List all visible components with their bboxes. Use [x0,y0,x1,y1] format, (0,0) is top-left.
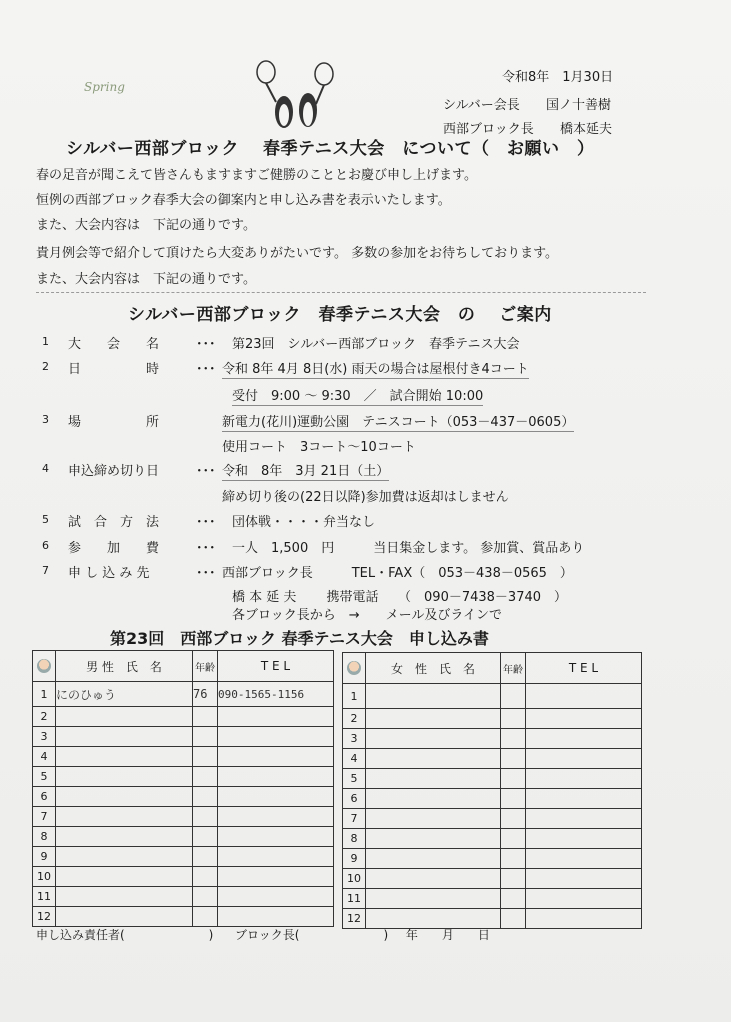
male-tel-cell[interactable] [218,747,334,767]
male-name-header: 男 性 氏 名 [56,651,193,682]
item-label: 場 所 [68,415,160,430]
row-number: 10 [33,867,56,887]
sender2-title: 西部ブロック長 [443,122,534,137]
row-number: 11 [33,887,56,907]
row-number: 9 [343,849,366,869]
male-name-cell[interactable] [56,827,193,847]
male-name-cell[interactable] [56,867,193,887]
row-number: 8 [33,827,56,847]
item-row [0,411,731,433]
item-label: 申込締め切り日 [68,464,160,479]
male-name-cell[interactable] [56,907,193,927]
item-label: 試 合 方 法 [68,515,160,530]
female-age-cell[interactable] [501,889,526,909]
female-tel-cell[interactable] [526,749,642,769]
male-tel-cell[interactable] [218,887,334,907]
paragraph-1: 春の足音が聞こえて皆さんもますますご健勝のこととお慶び申し上げます。 [36,168,477,183]
female-tel-cell[interactable] [526,709,642,729]
sender2-name: 橋本延夫 [560,122,613,137]
item-number: 6 [42,539,49,552]
male-age-cell[interactable] [193,727,218,747]
male-tel-cell[interactable] [218,907,334,927]
item-row [0,511,731,533]
male-name-cell[interactable] [56,767,193,787]
paragraph-4: 貴月例会等で紹介して頂けたら大変ありがたいです。 多数の参加をお待ちしております。 [36,246,559,261]
male-tel-header: T E L [218,651,334,682]
female-name-cell[interactable] [366,809,501,829]
date-field[interactable]: 年 月 日 [405,928,490,942]
paragraph-2: 恒例の西部ブロック春季大会の御案内と申し込み書を表示いたします。 [36,193,451,208]
row-number: 12 [33,907,56,927]
female-age-cell[interactable] [501,849,526,869]
item-dots: ･･･ [196,515,216,530]
male-name-cell[interactable]: にのひゅう [56,682,193,707]
male-tel-cell[interactable] [218,727,334,747]
row-number: 3 [33,727,56,747]
male-age-cell[interactable] [193,907,218,927]
item-number: 2 [42,360,49,373]
male-tel-cell[interactable]: 090-1565-1156 [218,682,334,707]
female-age-cell[interactable] [501,809,526,829]
male-age-cell[interactable]: 76 [193,682,218,707]
male-age-cell[interactable] [193,867,218,887]
item-row [0,358,731,380]
female-tel-cell[interactable] [526,684,642,709]
item-row [0,333,731,355]
row-number: 10 [343,869,366,889]
female-tel-cell[interactable] [526,909,642,929]
sender1-title: シルバー会長 [443,98,520,113]
female-name-cell[interactable] [366,749,501,769]
male-age-cell[interactable] [193,707,218,727]
male-age-cell[interactable] [193,787,218,807]
guide-title: シルバー西部ブロック 春季テニス大会 の ご案内 [128,305,552,325]
item-value: 団体戦・・・・弁当なし [232,515,376,530]
female-name-cell[interactable] [366,829,501,849]
female-name-cell[interactable] [366,869,501,889]
female-tel-cell[interactable] [526,849,642,869]
row-number: 1 [33,682,56,707]
responsible-field[interactable]: 申し込み責任者( ) [36,928,214,942]
footer-line [36,926,490,943]
application-form-title: 第23回 西部ブロック 春季テニス大会 申し込み書 [110,629,489,648]
item-label: 参 加 費 [68,541,160,556]
female-age-cell[interactable] [501,789,526,809]
item-dots: ･･･ [196,337,216,352]
male-tel-cell[interactable] [218,707,334,727]
item-number: 5 [42,513,49,526]
female-age-header: 年齢 [501,653,526,684]
male-age-cell[interactable] [193,847,218,867]
female-age-cell[interactable] [501,729,526,749]
row-number: 4 [343,749,366,769]
male-age-header: 年齢 [193,651,218,682]
male-tel-cell[interactable] [218,847,334,867]
item-row [0,385,731,407]
row-number: 7 [343,809,366,829]
male-age-cell[interactable] [193,747,218,767]
female-name-cell[interactable] [366,849,501,869]
person-icon [37,659,51,673]
female-age-cell[interactable] [501,749,526,769]
female-age-cell[interactable] [501,684,526,709]
paragraph-3: また、大会内容は 下記の通りです。 [36,218,256,233]
item-row [0,537,731,559]
row-number: 12 [343,909,366,929]
item-value: 新電力(花川)運動公園 テニスコート（053－437－0605） [222,411,574,432]
female-name-cell[interactable] [366,769,501,789]
item-row [0,486,731,508]
female-name-header: 女 性 氏 名 [366,653,501,684]
item-number: 3 [42,413,49,426]
item-value: 締め切り後の(22日以降)参加費は返却はしません [222,490,509,505]
female-age-cell[interactable] [501,909,526,929]
spring-logo: Spring [84,80,125,94]
item-value: 第23回 シルバー西部ブロック 春季テニス大会 [232,337,520,352]
row-number: 3 [343,729,366,749]
row-number: 2 [33,707,56,727]
male-tel-cell[interactable] [218,767,334,787]
male-name-cell[interactable] [56,787,193,807]
item-number: 4 [42,462,49,475]
item-value: 使用コート 3コート～10コート [222,440,416,455]
item-row [0,604,731,626]
item-row [0,460,731,482]
female-tel-cell[interactable] [526,829,642,849]
male-name-cell[interactable] [56,707,193,727]
male-name-cell[interactable] [56,727,193,747]
male-entry-table [32,650,334,927]
female-name-cell[interactable] [366,684,501,709]
row-number: 5 [343,769,366,789]
male-tel-cell[interactable] [218,787,334,807]
item-label: 申 し 込 み 先 [68,566,150,581]
penguin-tennis-illustration [244,60,356,132]
female-age-cell[interactable] [501,869,526,889]
female-name-cell[interactable] [366,729,501,749]
item-label: 大 会 名 [68,337,160,352]
male-tel-cell[interactable] [218,867,334,887]
item-value: 各ブロック長から → メール及びラインで [232,608,502,623]
sender1-name: 国ノ十善樹 [546,98,612,113]
item-number: 7 [42,564,49,577]
letter-title: シルバー西部ブロック 春季テニス大会 について（ お願い ） [66,139,595,159]
male-name-cell[interactable] [56,747,193,767]
item-dots: ･･･ [196,541,216,556]
female-entry-table [342,652,642,929]
document-date: 令和8年 1月30日 [502,70,614,85]
female-tel-cell[interactable] [526,789,642,809]
female-tel-cell[interactable] [526,809,642,829]
row-number: 6 [33,787,56,807]
row-number: 11 [343,889,366,909]
row-number: 1 [343,684,366,709]
male-name-cell[interactable] [56,847,193,867]
female-tel-cell[interactable] [526,769,642,789]
male-tel-cell[interactable] [218,807,334,827]
male-age-cell[interactable] [193,807,218,827]
person-icon [347,661,361,675]
divider [36,292,646,293]
female-age-cell[interactable] [501,829,526,849]
item-row [0,562,731,584]
block-leader-field[interactable]: ブロック長( ) [235,928,389,942]
item-value: 受付 9:00 ～ 9:30 ／ 試合開始 10:00 [232,385,483,406]
female-tel-cell[interactable] [526,729,642,749]
female-name-cell[interactable] [366,709,501,729]
female-tel-header: T E L [526,653,642,684]
male-age-cell[interactable] [193,887,218,907]
item-value: 一人 1,500 円 当日集金します。 参加賞、賞品あり [232,541,585,556]
female-age-cell[interactable] [501,769,526,789]
item-dots: ･･･ [196,566,216,581]
item-label: 日 時 [68,362,160,377]
item-row [0,436,731,458]
item-value: 令和 8年 3月 21日（土） [222,460,389,481]
row-number: 2 [343,709,366,729]
item-value: 令和 8年 4月 8日(水) 雨天の場合は屋根付き4コート [222,358,529,379]
item-value: 橋 本 延 夫 携帯電話 （ 090－7438－3740 ） [232,590,568,605]
female-tel-cell[interactable] [526,889,642,909]
item-dots: ･･･ [196,464,216,479]
male-name-cell[interactable] [56,887,193,907]
row-number: 9 [33,847,56,867]
item-dots: ･･･ [196,362,216,377]
row-number: 6 [343,789,366,809]
male-header-icon-cell [33,651,56,682]
male-age-cell[interactable] [193,767,218,787]
male-name-cell[interactable] [56,807,193,827]
male-tel-cell[interactable] [218,827,334,847]
female-age-cell[interactable] [501,709,526,729]
female-name-cell[interactable] [366,789,501,809]
male-age-cell[interactable] [193,827,218,847]
row-number: 4 [33,747,56,767]
female-tel-cell[interactable] [526,869,642,889]
female-header-icon-cell [343,653,366,684]
sender-line-1 [443,94,611,113]
row-number: 8 [343,829,366,849]
row-number: 7 [33,807,56,827]
row-number: 5 [33,767,56,787]
item-value: 西部ブロック長 TEL・FAX（ 053－438－0565 ） [222,566,573,581]
paragraph-5: また、大会内容は 下記の通りです。 [36,272,256,287]
item-number: 1 [42,335,49,348]
female-name-cell[interactable] [366,889,501,909]
